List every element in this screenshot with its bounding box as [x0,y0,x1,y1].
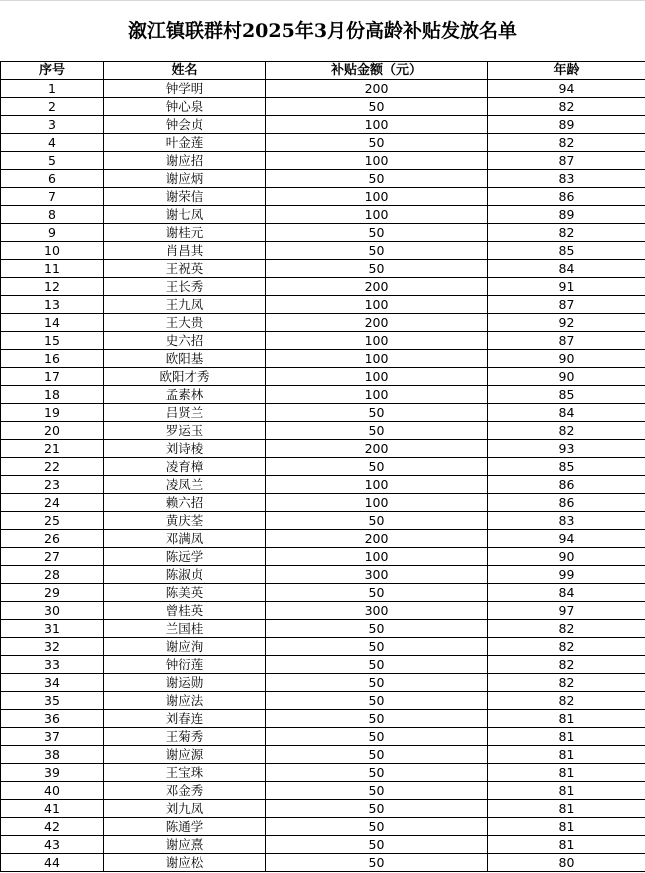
row-age: 90 [488,350,645,368]
row-amount: 50 [266,854,488,872]
row-name: 欧阳才秀 [104,368,266,386]
row-name: 谢桂元 [104,224,266,242]
row-name: 谢七凤 [104,206,266,224]
table-row [1,782,645,800]
row-amount: 50 [266,170,488,188]
row-name: 谢应炳 [104,170,266,188]
row-amount: 100 [266,386,488,404]
row-amount: 200 [266,80,488,98]
row-index: 34 [1,674,104,692]
row-index: 36 [1,710,104,728]
row-name: 吕贤兰 [104,404,266,422]
table-row [1,836,645,854]
row-name: 王长秀 [104,278,266,296]
row-amount: 50 [266,260,488,278]
row-index: 43 [1,836,104,854]
row-age: 94 [488,80,645,98]
row-index: 2 [1,98,104,116]
row-name: 欧阳基 [104,350,266,368]
header-name: 姓名 [104,62,266,80]
row-name: 刘春连 [104,710,266,728]
row-index: 39 [1,764,104,782]
table-body [1,80,645,872]
row-index: 11 [1,260,104,278]
row-index: 40 [1,782,104,800]
row-amount: 50 [266,620,488,638]
row-name: 叶金莲 [104,134,266,152]
row-amount: 200 [266,530,488,548]
row-index: 23 [1,476,104,494]
subsidy-table [0,61,645,872]
row-amount: 300 [266,602,488,620]
table-row [1,818,645,836]
row-amount: 50 [266,782,488,800]
row-amount: 50 [266,512,488,530]
row-age: 82 [488,98,645,116]
row-index: 35 [1,692,104,710]
row-index: 8 [1,206,104,224]
row-amount: 200 [266,314,488,332]
row-name: 钟心泉 [104,98,266,116]
row-age: 97 [488,602,645,620]
row-age: 82 [488,638,645,656]
row-index: 41 [1,800,104,818]
row-age: 80 [488,854,645,872]
row-age: 81 [488,818,645,836]
row-age: 82 [488,656,645,674]
row-index: 18 [1,386,104,404]
row-name: 陈淑贞 [104,566,266,584]
row-amount: 50 [266,674,488,692]
row-amount: 200 [266,278,488,296]
table-row [1,206,645,224]
row-age: 84 [488,260,645,278]
row-index: 42 [1,818,104,836]
row-amount: 200 [266,440,488,458]
table-row [1,710,645,728]
table-row [1,116,645,134]
table-row [1,692,645,710]
table-row [1,350,645,368]
row-name: 钟衍莲 [104,656,266,674]
row-index: 30 [1,602,104,620]
row-amount: 100 [266,188,488,206]
row-amount: 50 [266,98,488,116]
row-name: 王宝珠 [104,764,266,782]
row-age: 81 [488,710,645,728]
row-index: 29 [1,584,104,602]
row-amount: 100 [266,350,488,368]
row-index: 26 [1,530,104,548]
table-row [1,188,645,206]
row-name: 孟素林 [104,386,266,404]
row-amount: 100 [266,368,488,386]
table-row [1,440,645,458]
row-index: 1 [1,80,104,98]
row-age: 85 [488,242,645,260]
row-age: 81 [488,746,645,764]
row-amount: 50 [266,584,488,602]
row-name: 邓满凤 [104,530,266,548]
row-age: 81 [488,764,645,782]
table-row [1,494,645,512]
row-index: 14 [1,314,104,332]
row-name: 凌育樟 [104,458,266,476]
row-index: 38 [1,746,104,764]
table-row [1,386,645,404]
table-row [1,566,645,584]
row-name: 王九凤 [104,296,266,314]
row-amount: 100 [266,116,488,134]
table-row [1,674,645,692]
row-index: 25 [1,512,104,530]
row-name: 兰国桂 [104,620,266,638]
table-row [1,656,645,674]
row-amount: 50 [266,242,488,260]
row-index: 7 [1,188,104,206]
row-amount: 50 [266,404,488,422]
row-index: 44 [1,854,104,872]
row-name: 谢荣信 [104,188,266,206]
row-amount: 50 [266,458,488,476]
row-amount: 50 [266,818,488,836]
table-row [1,314,645,332]
table-row [1,638,645,656]
table-row [1,332,645,350]
row-index: 31 [1,620,104,638]
table-row [1,620,645,638]
row-age: 89 [488,116,645,134]
row-name: 史六招 [104,332,266,350]
row-age: 86 [488,476,645,494]
row-name: 肖昌其 [104,242,266,260]
row-amount: 50 [266,656,488,674]
table-row [1,584,645,602]
row-name: 谢应法 [104,692,266,710]
table-row [1,746,645,764]
row-age: 82 [488,134,645,152]
row-index: 4 [1,134,104,152]
row-index: 13 [1,296,104,314]
row-name: 陈美英 [104,584,266,602]
row-age: 82 [488,674,645,692]
table-row [1,530,645,548]
row-name: 黄庆荃 [104,512,266,530]
row-amount: 100 [266,152,488,170]
row-name: 曾桂英 [104,602,266,620]
row-age: 90 [488,368,645,386]
row-index: 21 [1,440,104,458]
row-name: 谢应招 [104,152,266,170]
row-amount: 50 [266,224,488,242]
row-name: 王大贵 [104,314,266,332]
table-row [1,152,645,170]
row-age: 83 [488,170,645,188]
header-index: 序号 [1,62,104,80]
row-age: 87 [488,332,645,350]
row-index: 3 [1,116,104,134]
row-age: 84 [488,404,645,422]
table-row [1,170,645,188]
row-amount: 50 [266,638,488,656]
row-age: 92 [488,314,645,332]
table-row [1,260,645,278]
row-name: 凌凤兰 [104,476,266,494]
row-name: 陈远学 [104,548,266,566]
row-amount: 100 [266,296,488,314]
row-age: 85 [488,386,645,404]
row-name: 刘诗棱 [104,440,266,458]
row-index: 24 [1,494,104,512]
table-row [1,602,645,620]
row-index: 19 [1,404,104,422]
row-amount: 100 [266,548,488,566]
row-age: 87 [488,296,645,314]
row-age: 83 [488,512,645,530]
row-index: 12 [1,278,104,296]
row-index: 32 [1,638,104,656]
header-row [1,62,645,80]
row-amount: 50 [266,422,488,440]
row-amount: 50 [266,746,488,764]
row-age: 82 [488,692,645,710]
row-index: 37 [1,728,104,746]
row-index: 33 [1,656,104,674]
row-index: 5 [1,152,104,170]
table-row [1,224,645,242]
table-row [1,98,645,116]
table-row [1,854,645,872]
table-row [1,458,645,476]
row-age: 84 [488,584,645,602]
row-amount: 100 [266,206,488,224]
row-index: 9 [1,224,104,242]
row-amount: 50 [266,764,488,782]
row-age: 94 [488,530,645,548]
row-age: 87 [488,152,645,170]
row-index: 15 [1,332,104,350]
table-row [1,728,645,746]
row-index: 22 [1,458,104,476]
row-name: 谢应松 [104,854,266,872]
row-amount: 100 [266,476,488,494]
table-row [1,278,645,296]
row-index: 6 [1,170,104,188]
row-age: 86 [488,494,645,512]
row-amount: 100 [266,332,488,350]
row-age: 99 [488,566,645,584]
table-row [1,512,645,530]
row-age: 81 [488,728,645,746]
row-age: 82 [488,620,645,638]
table-row [1,242,645,260]
table-row [1,368,645,386]
row-index: 20 [1,422,104,440]
row-name: 罗运玉 [104,422,266,440]
table-row [1,800,645,818]
table-row [1,296,645,314]
row-amount: 50 [266,728,488,746]
row-name: 王菊秀 [104,728,266,746]
table-row [1,80,645,98]
row-age: 86 [488,188,645,206]
row-age: 81 [488,782,645,800]
table-row [1,548,645,566]
row-name: 赖六招 [104,494,266,512]
page-title: 溆江镇联群村2025年3月份高龄补贴发放名单 [0,0,645,62]
row-name: 钟学明 [104,80,266,98]
row-age: 82 [488,224,645,242]
row-name: 谢运勋 [104,674,266,692]
row-index: 10 [1,242,104,260]
row-index: 28 [1,566,104,584]
row-name: 陈通学 [104,818,266,836]
row-amount: 50 [266,134,488,152]
table-row [1,404,645,422]
row-amount: 50 [266,692,488,710]
row-age: 89 [488,206,645,224]
row-name: 刘九凤 [104,800,266,818]
row-age: 81 [488,800,645,818]
row-name: 邓金秀 [104,782,266,800]
row-name: 王祝英 [104,260,266,278]
row-amount: 50 [266,836,488,854]
row-name: 谢应熹 [104,836,266,854]
table-row [1,476,645,494]
row-index: 17 [1,368,104,386]
row-age: 85 [488,458,645,476]
table-row [1,422,645,440]
header-amount: 补贴金额（元） [266,62,488,80]
row-name: 谢应洵 [104,638,266,656]
row-amount: 50 [266,800,488,818]
row-amount: 100 [266,494,488,512]
table-row [1,764,645,782]
row-amount: 50 [266,710,488,728]
row-index: 16 [1,350,104,368]
row-age: 82 [488,422,645,440]
row-name: 钟会贞 [104,116,266,134]
row-name: 谢应源 [104,746,266,764]
row-amount: 300 [266,566,488,584]
row-age: 90 [488,548,645,566]
row-age: 93 [488,440,645,458]
table-row [1,134,645,152]
row-age: 81 [488,836,645,854]
header-age: 年龄 [488,62,645,80]
row-age: 91 [488,278,645,296]
row-index: 27 [1,548,104,566]
